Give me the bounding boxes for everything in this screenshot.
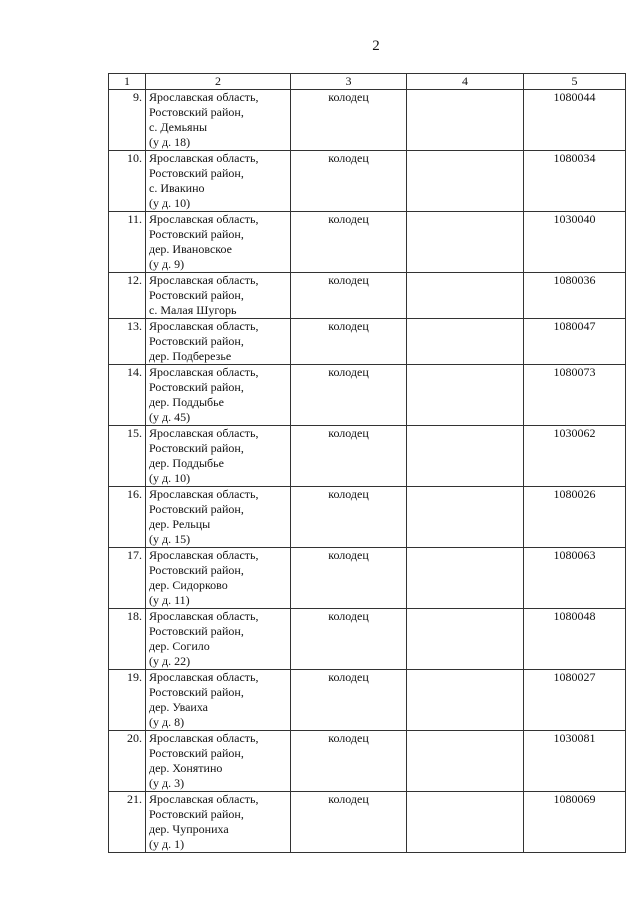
object-type-cell: колодец: [291, 90, 407, 151]
page-number: 2: [372, 38, 380, 54]
address-cell: [146, 319, 291, 365]
column-4-cell: [407, 90, 524, 151]
address-cell: [146, 273, 291, 319]
table-row: [109, 273, 626, 319]
table-row: [109, 90, 626, 151]
address-line: дер. Рельцы: [149, 517, 211, 531]
table-row: [109, 548, 626, 609]
object-type-cell: колодец: [291, 212, 407, 273]
address-line: дер. Поддыбье: [149, 395, 224, 409]
object-type-cell: колодец: [291, 609, 407, 670]
column-4-cell: [407, 365, 524, 426]
address-line: дер. Уваиха: [149, 700, 208, 714]
object-type-cell: колодец: [291, 792, 407, 853]
address-cell: [146, 670, 291, 731]
code-cell: 1080034: [524, 151, 626, 212]
address-line: (у д. 15): [149, 532, 191, 546]
code-cell: 1080069: [524, 792, 626, 853]
row-number: 11.: [109, 212, 146, 273]
address-line: дер. Сидорково: [149, 578, 228, 592]
code-cell: 1080026: [524, 487, 626, 548]
address-cell: [146, 151, 291, 212]
column-4-cell: [407, 426, 524, 487]
address-line: Ярославская область,: [149, 365, 259, 379]
column-4-cell: [407, 273, 524, 319]
table-row: [109, 319, 626, 365]
column-4-cell: [407, 487, 524, 548]
row-number: 16.: [109, 487, 146, 548]
address-cell: [146, 792, 291, 853]
address-cell: [146, 487, 291, 548]
address-line: Ростовский район,: [149, 380, 244, 394]
column-4-cell: [407, 792, 524, 853]
object-type-cell: колодец: [291, 319, 407, 365]
row-number: 9.: [109, 90, 146, 151]
table-header: [109, 74, 626, 90]
address-line: Ярославская область,: [149, 487, 259, 501]
code-cell: 1080027: [524, 670, 626, 731]
header-col-2: 2: [146, 74, 291, 90]
code-cell: 1030062: [524, 426, 626, 487]
row-number: 14.: [109, 365, 146, 426]
address-line: Ярославская область,: [149, 731, 259, 745]
address-line: Ярославская область,: [149, 273, 259, 287]
table-row: [109, 151, 626, 212]
table-row: [109, 487, 626, 548]
address-line: дер. Хонятино: [149, 761, 223, 775]
address-line: Ярославская область,: [149, 151, 259, 165]
row-number: 21.: [109, 792, 146, 853]
address-line: дер. Чупрониха: [149, 822, 229, 836]
table-body: [109, 90, 626, 853]
code-cell: 1080048: [524, 609, 626, 670]
address-line: с. Ивакино: [149, 181, 205, 195]
address-line: дер. Подберезье: [149, 349, 232, 363]
address-line: Ростовский район,: [149, 807, 244, 821]
code-cell: 1030040: [524, 212, 626, 273]
object-type-cell: колодец: [291, 365, 407, 426]
table-row: [109, 670, 626, 731]
address-line: Ярославская область,: [149, 212, 259, 226]
table-row: [109, 609, 626, 670]
row-number: 10.: [109, 151, 146, 212]
address-line: Ростовский район,: [149, 685, 244, 699]
column-4-cell: [407, 151, 524, 212]
address-line: с. Малая Шугорь: [149, 303, 237, 317]
row-number: 19.: [109, 670, 146, 731]
column-4-cell: [407, 731, 524, 792]
address-line: Ростовский район,: [149, 227, 244, 241]
row-number: 18.: [109, 609, 146, 670]
table-row: [109, 426, 626, 487]
address-line: (у д. 3): [149, 776, 185, 790]
object-type-cell: колодец: [291, 487, 407, 548]
address-cell: [146, 365, 291, 426]
address-cell: [146, 426, 291, 487]
address-line: Ростовский район,: [149, 334, 244, 348]
code-cell: 1080047: [524, 319, 626, 365]
address-line: Ростовский район,: [149, 746, 244, 760]
address-line: (у д. 10): [149, 196, 191, 210]
address-cell: [146, 212, 291, 273]
table-row: [109, 731, 626, 792]
row-number: 12.: [109, 273, 146, 319]
row-number: 17.: [109, 548, 146, 609]
address-cell: [146, 731, 291, 792]
address-line: Ростовский район,: [149, 502, 244, 516]
column-4-cell: [407, 609, 524, 670]
address-line: (у д. 9): [149, 257, 185, 271]
address-cell: [146, 90, 291, 151]
row-number: 20.: [109, 731, 146, 792]
address-line: дер. Согило: [149, 639, 210, 653]
column-4-cell: [407, 319, 524, 365]
address-line: (у д. 1): [149, 837, 185, 851]
address-line: Ярославская область,: [149, 426, 259, 440]
address-line: Ростовский район,: [149, 441, 244, 455]
address-line: Ярославская область,: [149, 792, 259, 806]
code-cell: 1030081: [524, 731, 626, 792]
header-col-5: 5: [524, 74, 626, 90]
address-line: Ростовский район,: [149, 105, 244, 119]
address-line: (у д. 45): [149, 410, 191, 424]
row-number: 15.: [109, 426, 146, 487]
address-line: Ярославская область,: [149, 609, 259, 623]
object-type-cell: колодец: [291, 548, 407, 609]
registry-table: [108, 73, 626, 853]
address-line: Ростовский район,: [149, 166, 244, 180]
address-line: (у д. 8): [149, 715, 185, 729]
table-row: [109, 212, 626, 273]
address-line: (у д. 18): [149, 135, 191, 149]
address-line: Ростовский район,: [149, 288, 244, 302]
address-line: дер. Ивановское: [149, 242, 232, 256]
column-4-cell: [407, 670, 524, 731]
object-type-cell: колодец: [291, 670, 407, 731]
address-cell: [146, 609, 291, 670]
code-cell: 1080063: [524, 548, 626, 609]
code-cell: 1080073: [524, 365, 626, 426]
table-row: [109, 792, 626, 853]
row-number: 13.: [109, 319, 146, 365]
header-col-3: 3: [291, 74, 407, 90]
address-line: Ярославская область,: [149, 548, 259, 562]
column-4-cell: [407, 212, 524, 273]
table-row: [109, 365, 626, 426]
address-line: (у д. 11): [149, 593, 190, 607]
address-line: Ростовский район,: [149, 624, 244, 638]
object-type-cell: колодец: [291, 731, 407, 792]
address-line: дер. Поддыбье: [149, 456, 224, 470]
header-col-1: 1: [109, 74, 146, 90]
header-col-4: 4: [407, 74, 524, 90]
address-line: Ярославская область,: [149, 670, 259, 684]
object-type-cell: колодец: [291, 273, 407, 319]
object-type-cell: колодец: [291, 426, 407, 487]
column-4-cell: [407, 548, 524, 609]
address-line: Ярославская область,: [149, 90, 259, 104]
code-cell: 1080036: [524, 273, 626, 319]
address-line: с. Демьяны: [149, 120, 208, 134]
address-line: (у д. 22): [149, 654, 191, 668]
code-cell: 1080044: [524, 90, 626, 151]
address-line: Ярославская область,: [149, 319, 259, 333]
address-line: (у д. 10): [149, 471, 191, 485]
header-row: [109, 74, 626, 90]
address-line: Ростовский район,: [149, 563, 244, 577]
object-type-cell: колодец: [291, 151, 407, 212]
address-cell: [146, 548, 291, 609]
